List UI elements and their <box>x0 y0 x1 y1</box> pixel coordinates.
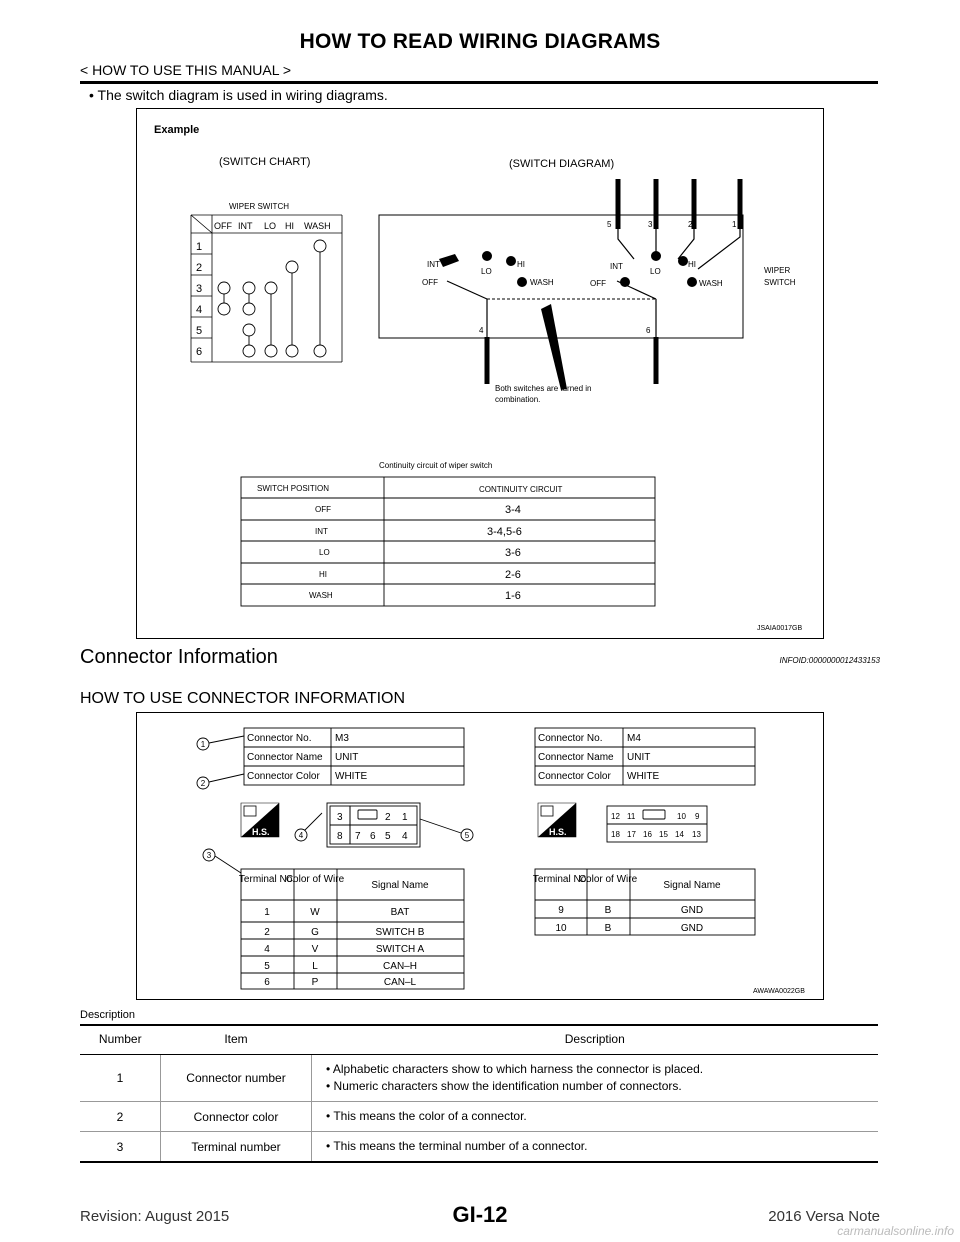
left-pin-5: 5 <box>385 831 391 842</box>
continuity-table-text <box>257 484 563 600</box>
right-header-signal: Signal Name <box>663 880 721 891</box>
chart-row-4: 4 <box>196 304 203 316</box>
chart-row-1: 1 <box>196 241 203 253</box>
terminal-5: 5 <box>607 220 612 229</box>
right-row1-terminal: 9 <box>558 905 564 916</box>
diagram-terminal-labels <box>479 220 737 335</box>
left-off: OFF <box>422 278 438 287</box>
chart-row-6: 6 <box>196 346 203 358</box>
continuity-circuit-off: 3-4 <box>505 504 521 516</box>
description-line: • Alphabetic characters show to which harness the connector is placed. <box>326 1062 704 1076</box>
continuity-header-position: SWITCH POSITION <box>257 484 329 493</box>
left-row1-signal: BAT <box>390 907 410 918</box>
chart-col-lo: LO <box>264 221 277 231</box>
left-pin-8: 8 <box>337 831 343 842</box>
intro-text: • The switch diagram is used in wiring diagrams. <box>89 87 388 103</box>
terminal-4: 4 <box>479 326 484 335</box>
description-line: • This means the terminal number of a connector. <box>326 1139 588 1153</box>
continuity-circuit-hi: 2-6 <box>505 569 521 581</box>
footer-revision: Revision: August 2015 <box>80 1208 230 1225</box>
left-header-signal: Signal Name <box>371 880 429 891</box>
left-face-pins <box>337 812 408 842</box>
row-description <box>312 1132 879 1163</box>
left-row3-signal: SWITCH A <box>375 944 425 955</box>
left-terminal-table-text <box>239 874 429 988</box>
callout-3: 3 <box>206 851 212 860</box>
right-connector-color-value: WHITE <box>627 771 660 782</box>
right-pin-11: 11 <box>627 812 636 821</box>
right-pin-10: 10 <box>677 812 686 821</box>
wiper-label: WIPER <box>764 266 791 275</box>
header-description: Description <box>312 1025 879 1055</box>
switch-label: SWITCH <box>764 278 796 287</box>
left-row5-color: P <box>311 977 319 988</box>
description-table <box>80 1024 878 1163</box>
right-header-terminal: Terminal No. <box>532 874 590 885</box>
left-pin-6: 6 <box>370 831 376 842</box>
left-int: INT <box>427 260 440 269</box>
right-face-pins <box>611 812 701 839</box>
right-hs-badge <box>538 803 576 837</box>
left-connector-no-label: Connector No. <box>247 733 312 744</box>
continuity-table <box>241 477 655 606</box>
description-line: • Numeric characters show the identification number of connectors. <box>326 1079 682 1093</box>
description-line: • This means the color of a connector. <box>326 1109 527 1123</box>
right-hs-label: H.S. <box>549 827 567 837</box>
right-connector-name-value: UNIT <box>627 752 651 763</box>
row-number: 2 <box>80 1102 161 1132</box>
row-number: 3 <box>80 1132 161 1163</box>
left-info-text <box>247 733 368 782</box>
header-rule <box>80 81 878 84</box>
sub-heading: HOW TO USE CONNECTOR INFORMATION <box>80 690 406 707</box>
connector-info-svg <box>137 713 823 999</box>
row-description <box>312 1102 879 1132</box>
left-hi: HI <box>517 260 525 269</box>
right-row1-signal: GND <box>680 905 704 916</box>
right-row2-signal: GND <box>680 923 704 934</box>
footer-model: 2016 Versa Note <box>768 1208 880 1225</box>
diagram-title: (SWITCH DIAGRAM) <box>509 158 615 170</box>
callout-2: 2 <box>200 779 206 788</box>
terminal-1: 1 <box>732 220 737 229</box>
right-pin-9: 9 <box>695 812 700 821</box>
right-row2-color: B <box>604 923 612 934</box>
chart-row-3: 3 <box>196 283 203 295</box>
example-label: Example <box>154 124 200 136</box>
section-heading: Connector Information <box>80 646 278 668</box>
right-hi: HI <box>688 260 696 269</box>
left-row5-signal: CAN–L <box>383 977 417 988</box>
terminal-6: 6 <box>646 326 651 335</box>
left-pin-2: 2 <box>385 812 391 823</box>
right-pin-12: 12 <box>611 812 620 821</box>
row-number: 1 <box>80 1055 161 1102</box>
callout-5: 5 <box>464 831 470 840</box>
continuity-pos-wash: WASH <box>309 591 333 600</box>
terminal-3: 3 <box>648 220 653 229</box>
left-pin-4: 4 <box>402 831 408 842</box>
continuity-circuit-lo: 3-6 <box>505 547 521 559</box>
left-header-terminal: Terminal No. <box>238 874 296 885</box>
note-line-1: Both switches are turned in <box>495 384 592 393</box>
callout-1: 1 <box>200 740 206 749</box>
continuity-circuit-values <box>487 504 522 602</box>
right-off: OFF <box>590 279 606 288</box>
chart-col-wash: WASH <box>304 221 331 231</box>
callout-4: 4 <box>298 831 304 840</box>
continuity-pos-hi: HI <box>319 570 327 579</box>
chart-col-int: INT <box>238 221 253 231</box>
left-wash: WASH <box>530 278 554 287</box>
right-row2-terminal: 10 <box>555 923 567 934</box>
left-row4-signal: CAN–H <box>383 961 417 972</box>
breadcrumb: < HOW TO USE THIS MANUAL > <box>80 62 292 78</box>
chart-continuity-marks <box>218 240 326 357</box>
right-terminal-table-text <box>533 874 721 934</box>
left-pin-7: 7 <box>355 831 361 842</box>
left-pin-1: 1 <box>402 812 408 823</box>
left-row3-color: V <box>311 944 319 955</box>
header-item: Item <box>161 1025 312 1055</box>
left-connector-no-value: M3 <box>335 733 349 744</box>
continuity-title: Continuity circuit of wiper switch <box>379 461 493 470</box>
right-row1-color: B <box>604 905 612 916</box>
continuity-header-circuit: CONTINUITY CIRCUIT <box>479 485 563 494</box>
chart-col-off: OFF <box>214 221 232 231</box>
page-title: HOW TO READ WIRING DIAGRAMS <box>299 30 661 53</box>
connector-info-figure <box>136 712 824 1000</box>
right-connector-no-value: M4 <box>627 733 641 744</box>
info-id: INFOID:0000000012433153 <box>779 656 880 665</box>
left-hs-badge <box>241 803 279 837</box>
left-row1-terminal: 1 <box>264 907 270 918</box>
right-pin-17: 17 <box>627 830 636 839</box>
chart-title: (SWITCH CHART) <box>219 156 311 168</box>
chart-col-hi: HI <box>285 221 294 231</box>
switch-diagram <box>379 179 796 404</box>
left-row3-terminal: 4 <box>264 944 270 955</box>
row-item: Connector color <box>161 1102 312 1132</box>
left-row2-color: G <box>311 927 319 938</box>
wiper-switch-label: WIPER SWITCH <box>229 202 289 211</box>
right-lo: LO <box>650 267 661 276</box>
left-row4-terminal: 5 <box>264 961 270 972</box>
diagram-position-labels <box>422 260 723 288</box>
continuity-pos-off: OFF <box>315 505 331 514</box>
table-row <box>80 1055 878 1102</box>
chart-row-2: 2 <box>196 262 203 274</box>
left-row5-terminal: 6 <box>264 977 270 988</box>
right-connector-name-label: Connector Name <box>538 752 614 763</box>
left-connector-name-value: UNIT <box>335 752 359 763</box>
right-pin-18: 18 <box>611 830 620 839</box>
left-hs-label: H.S. <box>252 827 270 837</box>
note-line-2: combination. <box>495 395 541 404</box>
table-row <box>80 1132 878 1163</box>
figure1-id: JSAIA0017GB <box>757 625 803 632</box>
figure2-id: AWAWA0022GB <box>753 988 805 995</box>
row-item: Connector number <box>161 1055 312 1102</box>
left-row2-signal: SWITCH B <box>375 927 425 938</box>
continuity-circuit-int: 3-4,5-6 <box>487 526 522 538</box>
right-pin-16: 16 <box>643 830 652 839</box>
chart-column-labels <box>214 221 331 231</box>
description-header-row <box>80 1025 878 1055</box>
row-item: Terminal number <box>161 1132 312 1163</box>
left-row4-color: L <box>312 961 318 972</box>
header-number: Number <box>80 1025 161 1055</box>
switch-example-figure <box>136 108 824 639</box>
footer-page-number: GI-12 <box>452 1202 508 1227</box>
table-row <box>80 1102 878 1132</box>
left-header-color: Color of Wire <box>285 874 345 885</box>
continuity-circuit-wash: 1-6 <box>505 590 521 602</box>
right-connector-color-label: Connector Color <box>538 771 611 782</box>
left-row2-terminal: 2 <box>264 927 270 938</box>
right-pin-15: 15 <box>659 830 668 839</box>
right-pin-13: 13 <box>692 830 701 839</box>
terminal-2: 2 <box>688 220 693 229</box>
description-label: Description <box>80 1009 136 1021</box>
chart-row-5: 5 <box>196 325 203 337</box>
watermark: carmanualsonline.info <box>837 1224 954 1238</box>
row-description <box>312 1055 879 1102</box>
left-connector-color-label: Connector Color <box>247 771 320 782</box>
right-int: INT <box>610 262 623 271</box>
chart-row-labels <box>196 241 202 358</box>
continuity-pos-int: INT <box>315 527 328 536</box>
left-lo: LO <box>481 267 492 276</box>
right-wash: WASH <box>699 279 723 288</box>
switch-example-svg <box>137 109 823 638</box>
right-connector-no-label: Connector No. <box>538 733 603 744</box>
right-pin-14: 14 <box>675 830 684 839</box>
left-row1-color: W <box>310 907 320 918</box>
left-pin-3: 3 <box>337 812 343 823</box>
continuity-pos-lo: LO <box>319 548 330 557</box>
left-connector-name-label: Connector Name <box>247 752 323 763</box>
right-info-text <box>538 733 660 782</box>
right-header-color: Color of Wire <box>578 874 638 885</box>
left-terminal-table <box>238 869 464 989</box>
left-connector-color-value: WHITE <box>335 771 368 782</box>
